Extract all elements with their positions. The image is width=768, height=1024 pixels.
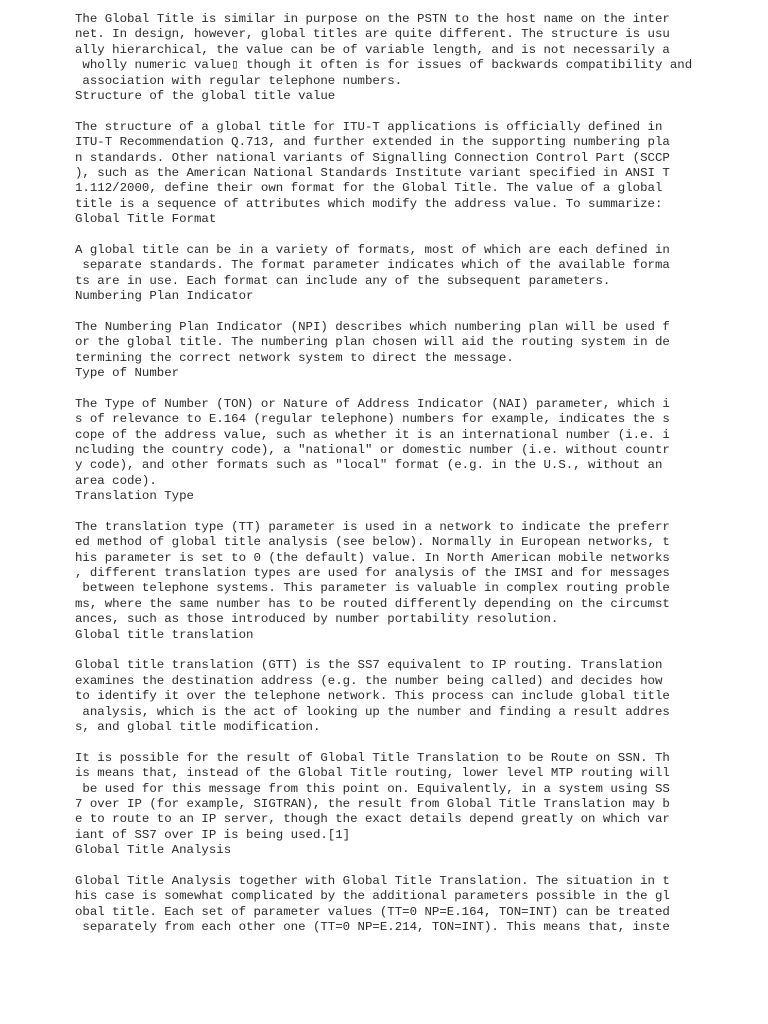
section-heading: Numbering Plan Indicator [75,289,254,304]
blank-line [75,227,755,242]
paragraph-line: Global title translation (GTT) is the SS7 equivalent to IP routing. Translation [75,658,663,673]
paragraph-line: association with regular telephone numbers. [75,73,403,88]
paragraph-line: area code). [75,473,157,488]
paragraph-line: s, and global title modification. [75,719,321,734]
paragraph-line: It is possible for the result of Global Title Translation to be Route on SSN. Th [75,750,670,765]
paragraph-line: The translation type (TT) parameter is used in a network to indicate the preferr [75,519,670,534]
paragraph-line: ms, where the same number has to be routed differently depending on the circumst [75,596,670,611]
paragraph-line: A global title can be in a variety of formats, most of which are each defined in [75,242,670,257]
paragraph-line: obal title. Each set of parameter values (TT=0 NP=E.164, TON=INT) can be treated [75,904,670,919]
paragraph-line: 7 over IP (for example, SIGTRAN), the result from Global Title Translation may b [75,796,670,811]
blank-line [75,304,755,319]
paragraph-line: s of relevance to E.164 (regular telephone) numbers for example, indicates the s [75,412,670,427]
paragraph-line: between telephone systems. This parameter is valuable in complex routing proble [75,581,670,596]
paragraph-line: The structure of a global title for ITU-T applications is officially defined in [75,119,663,134]
section-heading: Type of Number [75,365,180,380]
paragraph-line: separately from each other one (TT=0 NP=E.214, TON=INT). This means that, inste [75,920,670,935]
paragraph-line: is means that, instead of the Global Title routing, lower level MTP routing will [75,766,670,781]
blank-line [75,381,755,396]
paragraph-line: termining the correct network system to direct the message. [75,350,514,365]
section-heading: Structure of the global title value [75,88,336,103]
paragraph-line: to identify it over the telephone network. This process can include global title [75,689,670,704]
paragraph-line: ances, such as those introduced by number portability resolution. [75,612,559,627]
section-heading: Global Title Format [75,212,217,227]
blank-line [75,858,755,873]
paragraph-line: analysis, which is the act of looking up the number and finding a result addres [75,704,670,719]
paragraph-line: 1.112/2000, define their own format for the Global Title. The value of a global [75,181,663,196]
paragraph-line: be used for this message from this point on. Equivalently, in a system using SS [75,781,670,796]
section-heading: Global title translation [75,627,254,642]
document-body [75,12,755,935]
paragraph-line: separate standards. The format parameter indicates which of the available forma [75,258,670,273]
paragraph-line: iant of SS7 over IP is being used.[1] [75,827,351,842]
paragraph-line: ), such as the American National Standards Institute variant specified in ANSI T [75,165,670,180]
section-heading: Translation Type [75,489,194,504]
paragraph-line: net. In design, however, global titles are quite different. The structure is usu [75,27,670,42]
paragraph-line: his case is somewhat complicated by the additional parameters possible in the gl [75,889,670,904]
paragraph-line: or the global title. The numbering plan chosen will aid the routing system in de [75,335,670,350]
paragraph-line: his parameter is set to 0 (the default) value. In North American mobile networks [75,550,670,565]
paragraph-line: The Numbering Plan Indicator (NPI) describes which numbering plan will be used f [75,319,670,334]
paragraph-line: examines the destination address (e.g. the number being called) and decides how [75,673,663,688]
paragraph-line: Global Title Analysis together with Global Title Translation. The situation in t [75,873,670,888]
paragraph-line: The Global Title is similar in purpose on the PSTN to the host name on the inter [75,12,670,26]
paragraph-line: The Type of Number (TON) or Nature of Address Indicator (NAI) parameter, which i [75,396,670,411]
blank-line [75,643,755,658]
paragraph-line: cope of the address value, such as whether it is an international number (i.e. i [75,427,670,442]
paragraph-line: ed method of global title analysis (see below). Normally in European networks, t [75,535,670,550]
blank-line [75,735,755,750]
paragraph-line: wholly numeric value▯ though it often is for issues of backwards compatibility and [75,58,693,73]
paragraph-line: ts are in use. Each format can include any of the subsequent parameters. [75,273,611,288]
paragraph-line: n standards. Other national variants of Signalling Connection Control Part (SCCP [75,150,670,165]
paragraph-line: title is a sequence of attributes which modify the address value. To summarize: [75,196,663,211]
paragraph-line: ITU-T Recommendation Q.713, and further extended in the supporting numbering pla [75,135,670,150]
blank-line [75,104,755,119]
paragraph-line: ncluding the country code), a "national" or domestic number (i.e. without countr [75,442,670,457]
paragraph-line: e to route to an IP server, though the exact details depend greatly on which var [75,812,670,827]
paragraph-line: ally hierarchical, the value can be of variable length, and is not necessarily a [75,42,670,57]
section-heading: Global Title Analysis [75,843,232,858]
paragraph-line: y code), and other formats such as "local" format (e.g. in the U.S., without an [75,458,663,473]
blank-line [75,505,755,520]
paragraph-line: , different translation types are used for analysis of the IMSI and for messages [75,566,670,581]
